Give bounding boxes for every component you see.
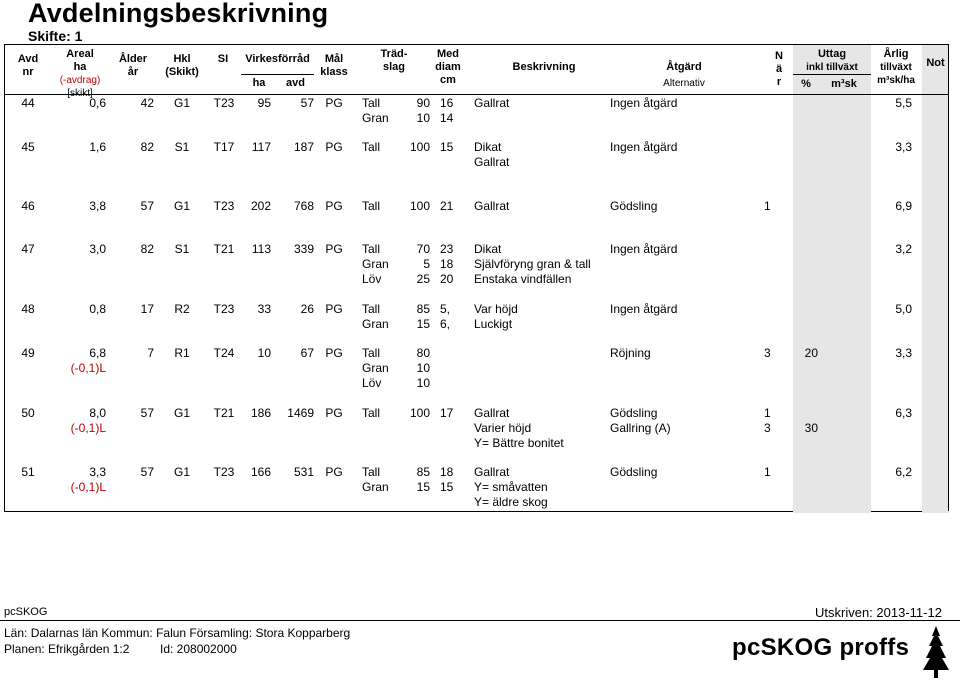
hkl-value: G1 <box>173 199 190 213</box>
footer-plan: Planen: Efrikgården 1:2 <box>4 642 130 656</box>
header-beskrivning: Beskrivning <box>512 61 576 73</box>
species-diam: 6, <box>440 317 451 331</box>
malklass-value: PG <box>325 406 343 420</box>
description-line: Y= äldre skog <box>474 495 548 509</box>
header-nar: N ä r <box>775 50 783 88</box>
areal-value: 0,6 <box>89 96 106 110</box>
action-name: Ingen åtgärd <box>610 302 678 316</box>
description-line: Självföryng gran & tall <box>474 257 591 271</box>
column-shade-uttag <box>793 94 871 513</box>
si-value: T23 <box>213 302 235 316</box>
arlig-tillvaxt-value: 5,5 <box>895 96 912 110</box>
report-title: Avdelningsbeskrivning <box>28 0 329 28</box>
species-diam: 21 <box>440 199 454 213</box>
footer-location: Län: Dalarnas län Kommun: Falun Församling: Stora Kopparberg <box>4 626 351 640</box>
description-line: Varier höjd <box>474 421 532 435</box>
description-line: Dikat <box>474 242 502 256</box>
header-uttag-m3sk: m³sk <box>831 78 857 90</box>
alder-value: 57 <box>140 406 154 420</box>
areal-value: 3,0 <box>89 242 106 256</box>
action-name: Ingen åtgärd <box>610 242 678 256</box>
vf-ha-value: 10 <box>257 346 271 360</box>
uttag-rule <box>793 74 871 75</box>
header-uttag: Uttag inkl tillväxt <box>806 48 858 73</box>
footer-printed: Utskriven: 2013-11-12 <box>815 605 942 620</box>
species-pct: 85 <box>416 302 430 316</box>
malklass-value: PG <box>325 140 343 154</box>
species-diam: 14 <box>440 111 454 125</box>
si-value: T23 <box>213 96 235 110</box>
description-line: Gallrat <box>474 465 510 479</box>
species-name: Tall <box>362 199 381 213</box>
areal-value: 0,8 <box>89 302 106 316</box>
si-value: T23 <box>213 199 235 213</box>
species-name: Tall <box>362 406 381 420</box>
description-line: Y= småvatten <box>474 480 548 494</box>
header-malklass: Mål klass <box>320 53 348 78</box>
column-divider <box>4 45 5 511</box>
header-not: Not <box>926 57 945 69</box>
vf-ha-value: 33 <box>257 302 271 316</box>
hkl-value: G1 <box>173 96 190 110</box>
action-nar: 3 <box>764 421 771 435</box>
areal-value: 8,0 <box>89 406 106 420</box>
footer-rule <box>0 620 960 621</box>
header-uttag-pct: % <box>801 78 811 90</box>
virkesforrad-rule <box>241 74 314 75</box>
species-name: Gran <box>362 361 389 375</box>
action-nar: 1 <box>764 199 771 213</box>
vf-avd-value: 768 <box>293 199 314 213</box>
header-areal: Areal ha (-avdrag) [skikt] <box>59 48 101 99</box>
header-si: SI <box>217 53 229 65</box>
avd-number: 49 <box>21 346 35 360</box>
malklass-value: PG <box>325 346 343 360</box>
arlig-tillvaxt-value: 5,0 <box>895 302 912 316</box>
header-tradslag: Träd- slag <box>380 48 408 73</box>
action-name: Gödsling <box>610 199 658 213</box>
description-line: Y= Bättre bonitet <box>474 436 564 450</box>
vf-avd-value: 67 <box>300 346 314 360</box>
arlig-tillvaxt-value: 6,9 <box>895 199 912 213</box>
species-pct: 90 <box>416 96 430 110</box>
species-pct: 5 <box>423 257 430 271</box>
description-line: Var höjd <box>474 302 518 316</box>
arlig-tillvaxt-value: 6,3 <box>895 406 912 420</box>
description-line: Luckigt <box>474 317 513 331</box>
species-pct: 85 <box>416 465 430 479</box>
action-uttag-pct: 30 <box>804 421 818 435</box>
description-line: Dikat <box>474 140 502 154</box>
species-diam: 18 <box>440 465 454 479</box>
header-alder: Ålder år <box>118 53 148 78</box>
species-pct: 80 <box>416 346 430 360</box>
alder-value: 42 <box>140 96 154 110</box>
report-subtitle: Skifte: 1 <box>28 28 83 44</box>
spruce-tree-icon <box>922 624 950 680</box>
avd-number: 51 <box>21 465 35 479</box>
vf-avd-value: 187 <box>293 140 314 154</box>
species-diam: 17 <box>440 406 454 420</box>
species-pct: 15 <box>416 480 430 494</box>
species-diam: 5, <box>440 302 451 316</box>
species-name: Tall <box>362 302 381 316</box>
vf-ha-value: 95 <box>257 96 271 110</box>
malklass-value: PG <box>325 199 343 213</box>
species-pct: 100 <box>409 199 430 213</box>
hkl-value: R2 <box>174 302 190 316</box>
description-line: Enstaka vindfällen <box>474 272 572 286</box>
arlig-tillvaxt-value: 6,2 <box>895 465 912 479</box>
vf-ha-value: 113 <box>251 242 271 256</box>
action-uttag-pct: 20 <box>804 346 818 360</box>
si-value: T21 <box>213 406 235 420</box>
vf-ha-value: 117 <box>251 140 271 154</box>
action-name: Gallring (A) <box>610 421 671 435</box>
description-line: Gallrat <box>474 155 510 169</box>
species-pct: 100 <box>409 406 430 420</box>
action-name: Ingen åtgärd <box>610 140 678 154</box>
action-name: Gödsling <box>610 406 658 420</box>
alder-value: 17 <box>140 302 154 316</box>
hkl-value: R1 <box>174 346 190 360</box>
action-nar: 3 <box>764 346 771 360</box>
species-name: Tall <box>362 140 381 154</box>
species-diam: 15 <box>440 140 454 154</box>
vf-avd-value: 339 <box>293 242 314 256</box>
action-name: Gödsling <box>610 465 658 479</box>
description-line: Gallrat <box>474 406 510 420</box>
species-pct: 10 <box>416 111 430 125</box>
species-pct: 100 <box>409 140 430 154</box>
header-atgard: Åtgärd <box>666 61 702 73</box>
malklass-value: PG <box>325 302 343 316</box>
species-pct: 25 <box>416 272 430 286</box>
malklass-value: PG <box>325 96 343 110</box>
action-name: Röjning <box>610 346 651 360</box>
stand-table <box>4 44 949 512</box>
arlig-tillvaxt-value: 3,3 <box>895 346 912 360</box>
species-diam: 15 <box>440 480 454 494</box>
areal-avdrag: (-0,1)L <box>70 361 106 375</box>
brand-logo-text: pcSKOG proffs <box>732 634 910 661</box>
species-diam: 20 <box>440 272 454 286</box>
species-diam: 18 <box>440 257 454 271</box>
species-pct: 10 <box>416 361 430 375</box>
species-pct: 15 <box>416 317 430 331</box>
vf-ha-value: 166 <box>250 465 271 479</box>
areal-value: 1,6 <box>89 140 106 154</box>
header-divider <box>4 94 949 95</box>
avd-number: 44 <box>21 96 35 110</box>
species-diam: 23 <box>440 242 454 256</box>
species-pct: 70 <box>416 242 430 256</box>
footer-program: pcSKOG <box>4 606 48 618</box>
species-pct: 10 <box>416 376 430 390</box>
areal-value: 3,8 <box>89 199 106 213</box>
hkl-value: G1 <box>173 465 190 479</box>
action-nar: 1 <box>764 465 771 479</box>
alder-value: 57 <box>140 199 154 213</box>
vf-avd-value: 57 <box>300 96 314 110</box>
hkl-value: S1 <box>174 242 190 256</box>
alder-value: 7 <box>147 346 154 360</box>
vf-ha-value: 202 <box>250 199 271 213</box>
areal-avdrag: (-0,1)L <box>70 421 106 435</box>
vf-avd-value: 1469 <box>287 406 314 420</box>
hkl-value: S1 <box>174 140 190 154</box>
areal-avdrag: (-0,1)L <box>70 480 106 494</box>
species-name: Gran <box>362 257 389 271</box>
action-name: Ingen åtgärd <box>610 96 678 110</box>
vf-avd-value: 531 <box>293 465 314 479</box>
avd-number: 47 <box>21 242 35 256</box>
header-arlig-tillvaxt: Årlig tillväxt m³sk/ha <box>877 48 915 86</box>
species-name: Tall <box>362 242 381 256</box>
arlig-tillvaxt-value: 3,3 <box>895 140 912 154</box>
avd-number: 45 <box>21 140 35 154</box>
malklass-value: PG <box>325 465 343 479</box>
header-hkl: Hkl (Skikt) <box>165 53 199 78</box>
avd-number: 50 <box>21 406 35 420</box>
si-value: T17 <box>213 140 235 154</box>
column-shade-not <box>922 94 949 513</box>
si-value: T24 <box>213 346 235 360</box>
header-vf-ha: ha <box>252 77 266 89</box>
hkl-value: G1 <box>173 406 190 420</box>
species-diam: 16 <box>440 96 454 110</box>
species-name: Löv <box>362 272 382 286</box>
species-name: Löv <box>362 376 382 390</box>
alder-value: 82 <box>140 242 154 256</box>
avd-number: 48 <box>21 302 35 316</box>
avd-number: 46 <box>21 199 35 213</box>
species-name: Tall <box>362 346 381 360</box>
description-line: Gallrat <box>474 199 510 213</box>
malklass-value: PG <box>325 242 343 256</box>
header-virkesforrad: Virkesförråd <box>245 53 310 65</box>
alder-value: 57 <box>140 465 154 479</box>
areal-value: 3,3 <box>89 465 106 479</box>
header-vf-avd: avd <box>286 77 305 89</box>
alder-value: 82 <box>140 140 154 154</box>
species-name: Gran <box>362 317 389 331</box>
species-name: Gran <box>362 480 389 494</box>
species-name: Gran <box>362 111 389 125</box>
header-meddiam: Med diam cm <box>435 48 461 86</box>
areal-value: 6,8 <box>89 346 106 360</box>
arlig-tillvaxt-value: 3,2 <box>895 242 912 256</box>
footer-id: Id: 208002000 <box>160 642 237 656</box>
description-line: Gallrat <box>474 96 510 110</box>
vf-avd-value: 26 <box>300 302 314 316</box>
header-alternativ: Alternativ <box>663 78 705 89</box>
action-nar: 1 <box>764 406 771 420</box>
column-divider <box>948 45 949 511</box>
header-avd: Avd nr <box>17 53 39 78</box>
species-name: Tall <box>362 465 381 479</box>
vf-ha-value: 186 <box>250 406 271 420</box>
species-name: Tall <box>362 96 381 110</box>
si-value: T21 <box>213 242 235 256</box>
si-value: T23 <box>213 465 235 479</box>
